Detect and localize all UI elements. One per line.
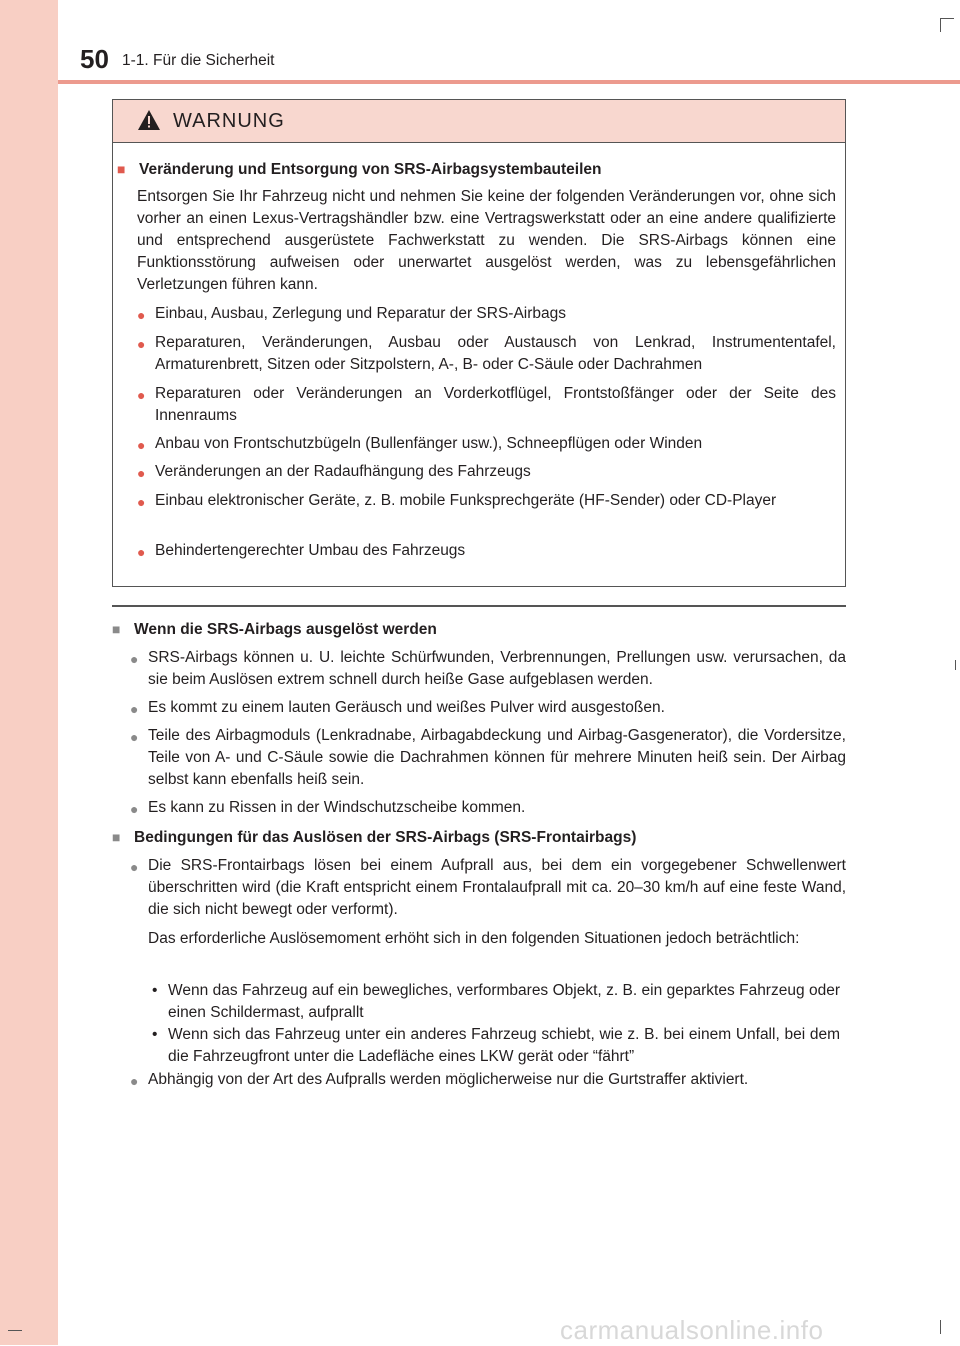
warning-triangle-icon: [137, 109, 161, 131]
warning-list-item: ● Reparaturen oder Veränderungen an Vorderkotflügel, Frontstoßfänger oder der Seite des Innenraums: [137, 385, 836, 424]
bullet-icon: ●: [137, 437, 146, 453]
list-item: ● Teile des Airbagmoduls (Lenkradnabe, Airbagabdeckung und Airbag-Gasgenerator), die Vordersitze, Teile von A- und C-Säule sowie die Dachrahmen können für mehrere Minuten heiß sein. Der Airbag selbst kann ebenfalls heiß sein.: [130, 727, 846, 788]
warning-list-item: ● Behindertengerechter Umbau des Fahrzeugs: [137, 540, 836, 562]
bullet-icon: ●: [130, 701, 139, 717]
square-bullet-icon: ■: [117, 161, 126, 177]
crop-mark: [940, 1320, 941, 1334]
section-heading: ■ Bedingungen für das Auslösen der SRS-Airbags (SRS-Frontairbags): [112, 826, 846, 849]
bullet-icon: ●: [130, 1073, 139, 1089]
bullet-icon: ●: [137, 307, 146, 323]
section-title: 1-1. Für die Sicherheit: [122, 52, 275, 69]
list-item: ● Es kann zu Rissen in der Windschutzscheibe kommen.: [130, 797, 846, 819]
side-color-band: [0, 0, 58, 1345]
list-item: ● Es kommt zu einem lauten Geräusch und weißes Pulver wird ausgestoßen.: [130, 697, 846, 719]
warning-list-item: ● Einbau, Ausbau, Zerlegung und Reparatur der SRS-Airbags: [137, 303, 836, 325]
bullet-icon: ●: [130, 651, 139, 667]
square-bullet-icon: ■: [112, 829, 121, 845]
crop-mark: [940, 18, 941, 32]
bullet-icon: ●: [137, 544, 146, 560]
list-item: ● Abhängig von der Art des Aufpralls werden möglicherweise nur die Gurtstraffer aktiviert.: [130, 1069, 854, 1091]
square-bullet-icon: ■: [112, 621, 121, 637]
paragraph: Das erforderliche Auslösemoment erhöht sich in den folgenden Situationen jedoch beträchtlich:: [148, 930, 800, 947]
bullet-icon: ●: [130, 801, 139, 817]
warning-list-item: ● Veränderungen an der Radaufhängung des Fahrzeugs: [137, 461, 836, 483]
separator-rule: [112, 605, 846, 607]
sub-list-item: • Wenn das Fahrzeug auf ein bewegliches, verformbares Objekt, z. B. ein geparktes Fahrzeug oder einen Schildermast, aufprallt: [152, 982, 840, 1021]
crop-mark: [955, 660, 956, 670]
bullet-icon: ●: [137, 465, 146, 481]
watermark: carmanualsonline.info: [560, 1315, 824, 1345]
sub-bullet-icon: •: [152, 1026, 158, 1043]
warning-box: [112, 99, 846, 587]
sub-list-item: • Wenn sich das Fahrzeug unter ein anderes Fahrzeug schiebt, wie z. B. bei einem Unfall, bei dem die Fahrzeugfront unter die Ladefläche eines LKW gerät oder “fährt”: [152, 1026, 840, 1065]
bullet-icon: ●: [130, 729, 139, 745]
sub-bullet-icon: •: [152, 982, 158, 999]
section-heading: ■ Wenn die SRS-Airbags ausgelöst werden: [112, 618, 846, 641]
warning-list-item: ● Reparaturen, Veränderungen, Ausbau oder Austausch von Lenkrad, Instrumententafel, Armaturenbrett, Sitzen oder Sitzpolstern, A-, B- oder C-Säule oder Dachrahmen: [137, 334, 836, 373]
bullet-icon: ●: [137, 336, 146, 352]
crop-mark: [8, 1330, 22, 1331]
warning-list-item: ● Anbau von Frontschutzbügeln (Bullenfänger usw.), Schneepflügen oder Winden: [137, 433, 836, 455]
header-rule: [58, 80, 960, 84]
warning-heading: ■ Veränderung und Entsorgung von SRS-Airbagsystembauteilen: [117, 158, 837, 181]
bullet-icon: ●: [130, 859, 139, 875]
crop-mark: [940, 18, 954, 19]
warning-intro: Entsorgen Sie Ihr Fahrzeug nicht und nehmen Sie keine der folgenden Veränderungen vor, ohne sich vorher an einen Lexus-Vertragshändler bzw. eine Vertragswerkstatt oder an eine andere qualifizierte und entsprechend ausgerüstete Fachwerkstatt zu wenden. Die SRS-Airbags können eine Funktionsstörung aufweisen oder unerwartet ausgelöst werden, was zu lebensgefährlichen Verletzungen führen kann.: [137, 188, 836, 293]
list-item: ● SRS-Airbags können u. U. leichte Schürfwunden, Verbrennungen, Prellungen usw. verursachen, da sie beim Auslösen extrem schnell durch heiße Gase aufgeblasen werden.: [130, 649, 846, 688]
warning-title: WARNUNG: [173, 110, 285, 132]
list-item: ● Die SRS-Frontairbags lösen bei einem Aufprall aus, bei dem ein vorgegebener Schwellenwert überschritten wird (die Kraft entspricht einem Frontalaufprall mit ca. 20–30 km/h auf eine feste Wand, die sich nicht bewegt oder verformt).: [130, 857, 846, 918]
warning-list-item: ● Einbau elektronischer Geräte, z. B. mobile Funksprechgeräte (HF-Sender) oder CD-Player: [137, 490, 836, 512]
page-number: 50: [80, 44, 109, 74]
bullet-icon: ●: [137, 387, 146, 403]
bullet-icon: ●: [137, 494, 146, 510]
warning-header: [113, 100, 845, 143]
